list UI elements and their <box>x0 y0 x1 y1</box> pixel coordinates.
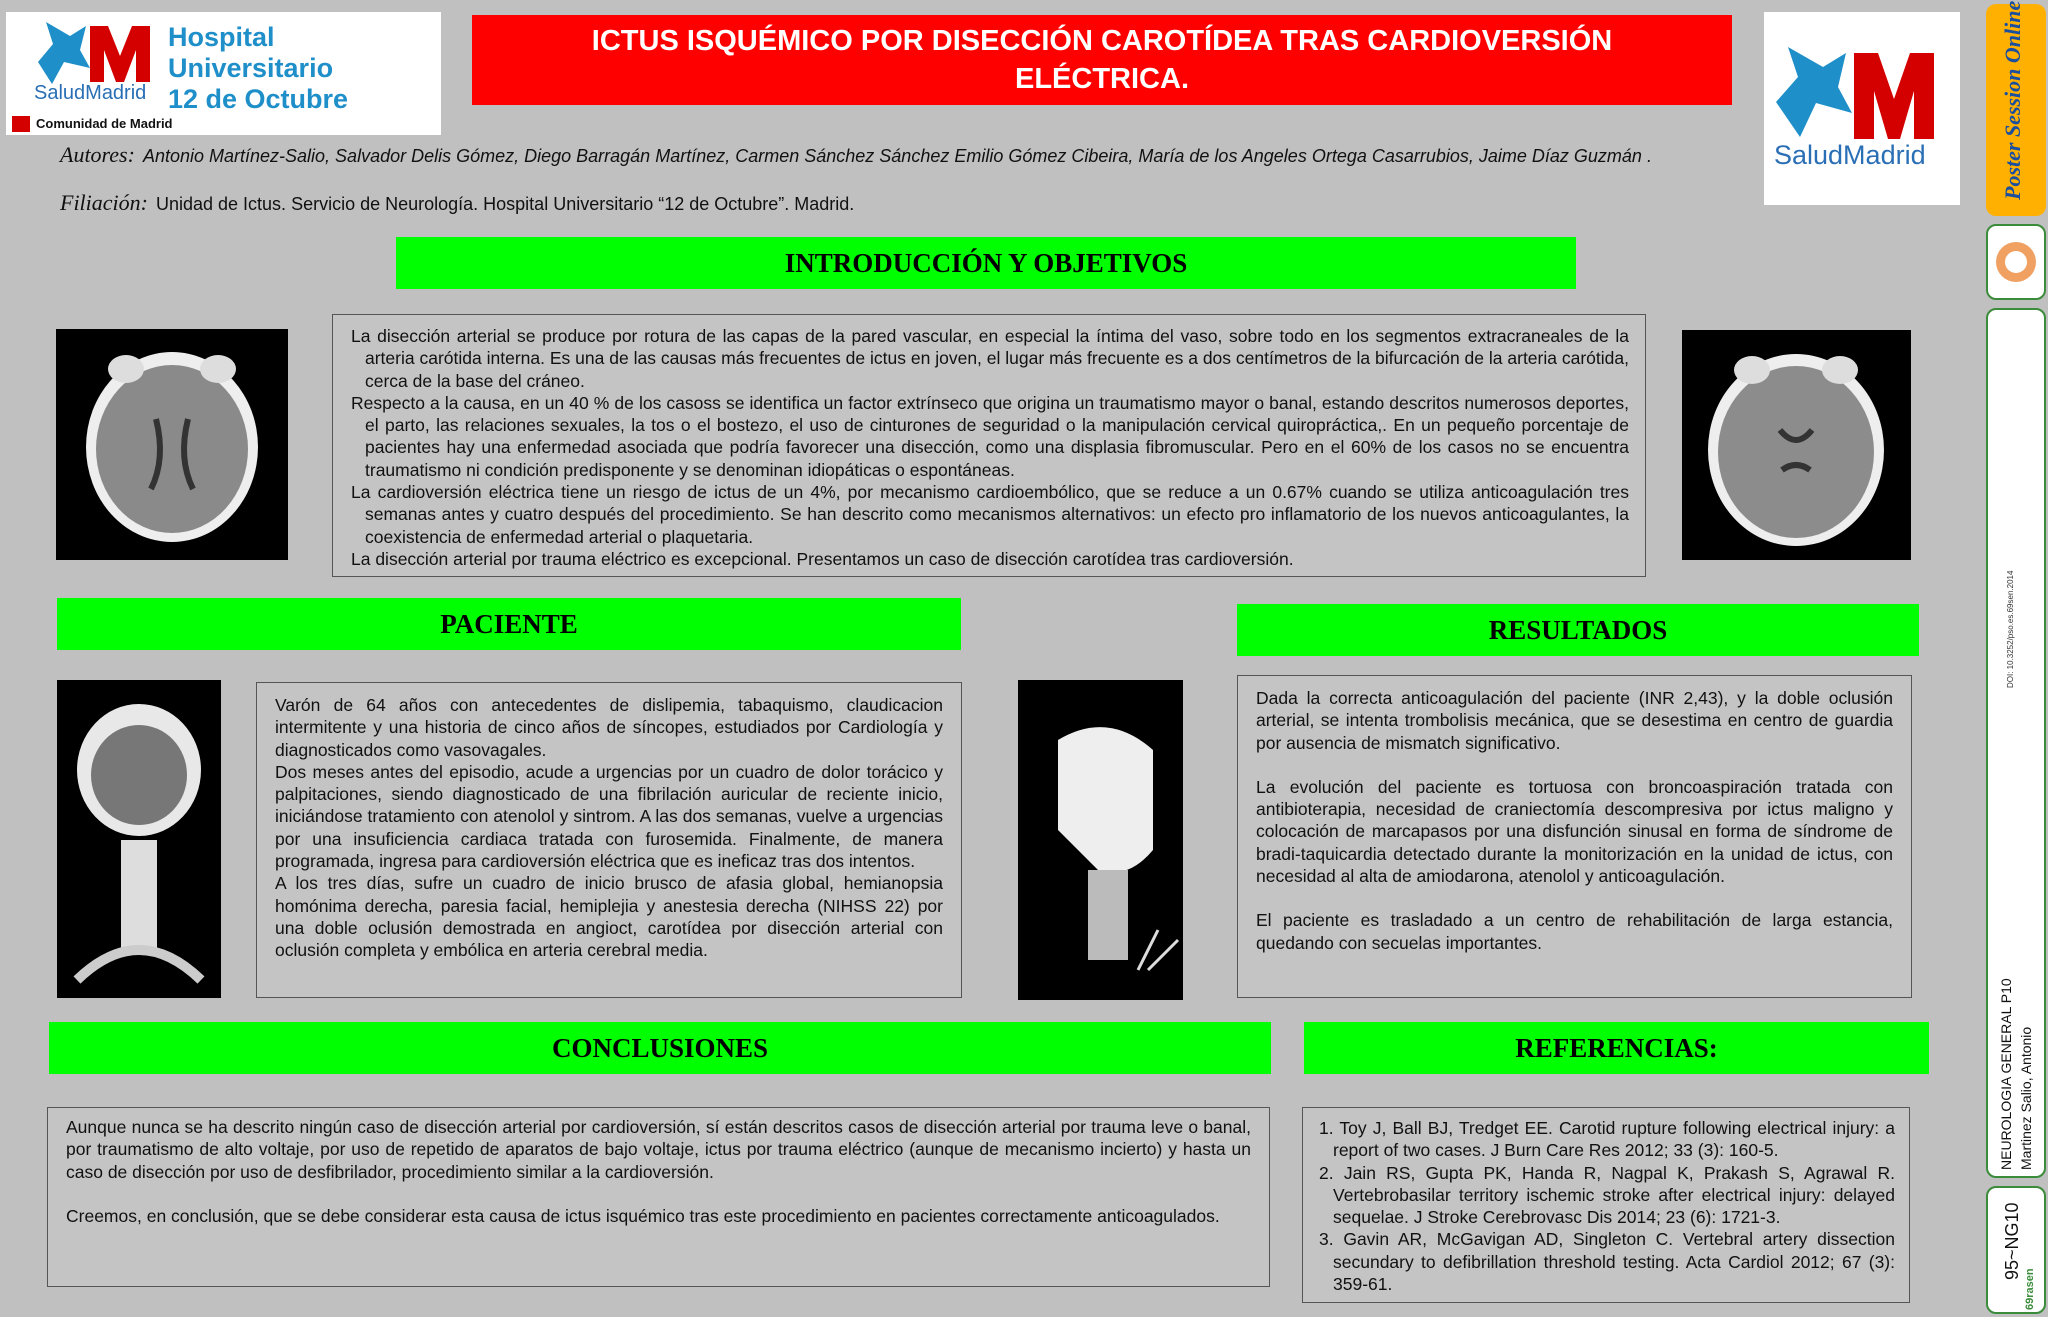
session-info-panel <box>1986 308 2046 1178</box>
referencias-text-box <box>1302 1107 1910 1303</box>
filiacion-line <box>60 190 854 216</box>
poster-session-text: Poster Session Online <box>2000 0 2025 200</box>
paciente-paragraph: A los tres días, sufre un cuadro de inicio brusco de afasia global, hemianopsia homónima derecha, paresia facial, hemiplejia y anestesia derecha (NIHSS 22) por una doble oclusión demostrada en angioct, carotídea por disección arterial con oclusión completa y embólica en arteria cerebral media. <box>275 873 943 961</box>
doi-text: DOI: 10.3252/pso.es.69sen.2014 <box>2006 570 2015 688</box>
salud-madrid-logo-icon <box>1768 47 1958 142</box>
filiacion-text: Unidad de Ictus. Servicio de Neurología. Hospital Universitario “12 de Octubre”. Madrid. <box>155 194 855 214</box>
brand-text: 69rasen <box>2024 1268 2036 1310</box>
reference-item: 1. Toy J, Ball BJ, Tredget EE. Carotid rupture following electrical injury: a report of two cases. J Burn Care Res 2012; 33 (3): 160-5. <box>1319 1118 1895 1161</box>
angio-ct-sagittal <box>1018 680 1183 1000</box>
hospital-logo <box>6 12 441 135</box>
salud-madrid-text: SaludMadrid <box>34 82 147 104</box>
session-code: 95~NG10 <box>2002 1202 2022 1280</box>
intro-paragraph: La disección arterial por trauma eléctrico es excepcional. Presentamos un caso de disección carotídea tras cardioversión. <box>351 548 1294 569</box>
hospital-name-line1: Hospital Universitario <box>168 22 334 83</box>
brain-ct-image <box>56 329 288 560</box>
authors-label: Autores: <box>60 142 135 167</box>
salud-madrid-mark-icon <box>28 22 168 84</box>
referencias-heading: REFERENCIAS: <box>1304 1022 1929 1074</box>
conclusiones-paragraph: Creemos, en conclusión, que se debe considerar esta causa de ictus isquémico tras este procedimiento en pacientes correctamente anticoagulados. <box>66 1205 1220 1226</box>
conclusiones-paragraph: Aunque nunca se ha descrito ningún caso de disección arterial por cardioversión, sí están descritos casos de disección arterial por trauma leve o banal, por traumatismo de alto voltaje, por uso de repetido de aparatos de bajo voltaje, ictus por trauma eléctrico (aunque de mecanismo incierto) y hasta un caso de disección por uso de desfibrilador, procedimiento similar a la cardioversión. <box>66 1117 1251 1182</box>
society-logo-icon <box>1994 232 2038 292</box>
paciente-paragraph: Dos meses antes del episodio, acude a urgencias por un cuadro de dolor torácico y palpitaciones, siendo diagnosticado de una fibrilación auricular de reciente inicio, iniciándose tratamiento con atenolol y sintrom. A las dos semanas, vuelve a urgencias por una insuficiencia cardiaca tratada con furosemida. Finalmente, de manera programada, ingresa para cardioversión eléctrica que es ineficaz tras dos intentos. <box>275 761 943 872</box>
resultados-paragraph: El paciente es trasladado a un centro de rehabilitación de larga estancia, quedando con secuelas importantes. <box>1256 910 1893 953</box>
reference-item: 2. Jain RS, Gupta PK, Handa R, Nagpal K, Prakash S, Agrawal R. Vertebrobasilar territory ischemic stroke after electrical injury: delayed sequelae. J Stroke Cerebrovasc Dis 2014; 23 (6): 1721-3. <box>1319 1162 1895 1228</box>
conclusiones-text-box <box>47 1107 1270 1287</box>
poster-session-badge <box>1986 0 2046 216</box>
poster-title-text: ICTUS ISQUÉMICO POR DISECCIÓN CAROTÍDEA TRAS CARDIOVERSIÓN ELÉCTRICA. <box>591 25 1613 95</box>
filiacion-label: Filiación: <box>60 190 148 215</box>
paciente-heading: PACIENTE <box>57 598 961 650</box>
salud-madrid-logo <box>1764 12 1960 205</box>
authors-text: Antonio Martínez-Salio, Salvador Delis Gómez, Diego Barragán Martínez, Carmen Sánchez Sánchez Emilio Gómez Cibeira, María de los Angeles Ortega Casarrubios, Jaime Díaz Guzmán . <box>142 146 1652 166</box>
paciente-paragraph: Varón de 64 años con antecedentes de dislipemia, tabaquismo, claudicacion intermitente y una historia de cinco años de síncopes, estudiados por Cardiología y diagnosticados como vasovagales. <box>275 695 943 760</box>
resultados-paragraph: Dada la correcta anticoagulación del paciente (INR 2,43), y la doble oclusión arterial, se intenta trombolisis mecánica, que se desestima en centro de guardia por ausencia de mismatch significativo. <box>1256 688 1893 753</box>
intro-paragraph: Respecto a la causa, en un 40 % de los casoss se identifica un factor extrínseco que origina un traumatismo mayor o banal, estando descritos numerosos deportes, el parto, las relaciones sexuales, la tos o el bostezo, el uso de cinturones de seguridad o la manipulación cervical quiropráctica,. En un pequeño porcentaje de pacientes hay una enfermedad asociada que podría favorecer una disección, como una displasia fibromuscular. Pero en el 60% de los casos no se encuentra traumatismo ni condición predisponente y se denominan idiopáticas o espontáneas. <box>351 392 1629 480</box>
intro-paragraph: La disección arterial se produce por rotura de las capas de la pared vascular, en especial la íntima del vaso, sobre todo en los segmentos extracraneales de la arteria carótida interna. Es una de las causas más frecuentes de ictus en joven, el lugar más frecuente es a dos centímetros de la bifurcación de la arteria carótida, cerca de la base del cráneo. <box>351 326 1629 391</box>
brain-ct-scan-right <box>1682 330 1911 560</box>
paciente-text-box <box>256 682 962 998</box>
angio-ct-coronal-image <box>57 680 221 998</box>
resultados-text-box <box>1237 675 1912 998</box>
poster-title <box>472 15 1732 105</box>
intro-paragraph: La cardioversión eléctrica tiene un riesgo de ictus de un 4%, por mecanismo cardioembólico, que se reduce a un 0.67% cuando se utiliza anticoagulación tres semanas antes y cuatro después del procedimiento. Se han descrito como mecanismos alternativos: un efecto pro inflamatorio de los nuevos anticoagulantes, la coexistencia de enfermedad arterial o plaquetaria. <box>351 482 1629 547</box>
authors-line <box>60 142 1652 168</box>
intro-heading: INTRODUCCIÓN Y OBJETIVOS <box>396 237 1576 289</box>
category-text: NEUROLOGIA GENERAL P10 <box>1998 978 2014 1170</box>
conclusiones-heading: CONCLUSIONES <box>49 1022 1271 1074</box>
hospital-name-line2: 12 de Octubre <box>168 84 349 114</box>
brain-ct-scan-left <box>56 329 288 560</box>
reference-item: 3. Gavin AR, McGavigan AD, Singleton C. Vertebral artery dissection secundary to defibrillation threshold testing. Acta Cardiol 2012; 67 (3): 359-61. <box>1319 1229 1895 1295</box>
hospital-name <box>168 22 441 115</box>
brain-ct-image <box>1682 330 1911 560</box>
angio-ct-sagittal-image <box>1018 680 1183 1000</box>
salud-madrid-logo-text: SaludMadrid <box>1774 140 1926 170</box>
comunidad-text: Comunidad de Madrid <box>36 116 173 131</box>
society-logo <box>1986 224 2046 300</box>
angio-ct-coronal <box>57 680 221 998</box>
intro-text-box <box>332 314 1646 577</box>
comunidad-flag-icon <box>12 116 30 132</box>
resultados-heading: RESULTADOS <box>1237 604 1919 656</box>
session-code-panel <box>1986 1186 2046 1314</box>
resultados-paragraph: La evolución del paciente es tortuosa con broncoaspiración tratada con antibioterapia, necesidad de craniectomía descompresiva por ictus maligno y colocación de marcapasos por una disfunción sinusal en forma de síndrome de bradi-taquicardia detectado durante la monitorización en la unidad de ictus, con necesidad al alta de amiodarona, atenolol y anticoagulación. <box>1256 776 1893 887</box>
author-text: Martinez Salio, Antonio <box>2018 1026 2034 1170</box>
